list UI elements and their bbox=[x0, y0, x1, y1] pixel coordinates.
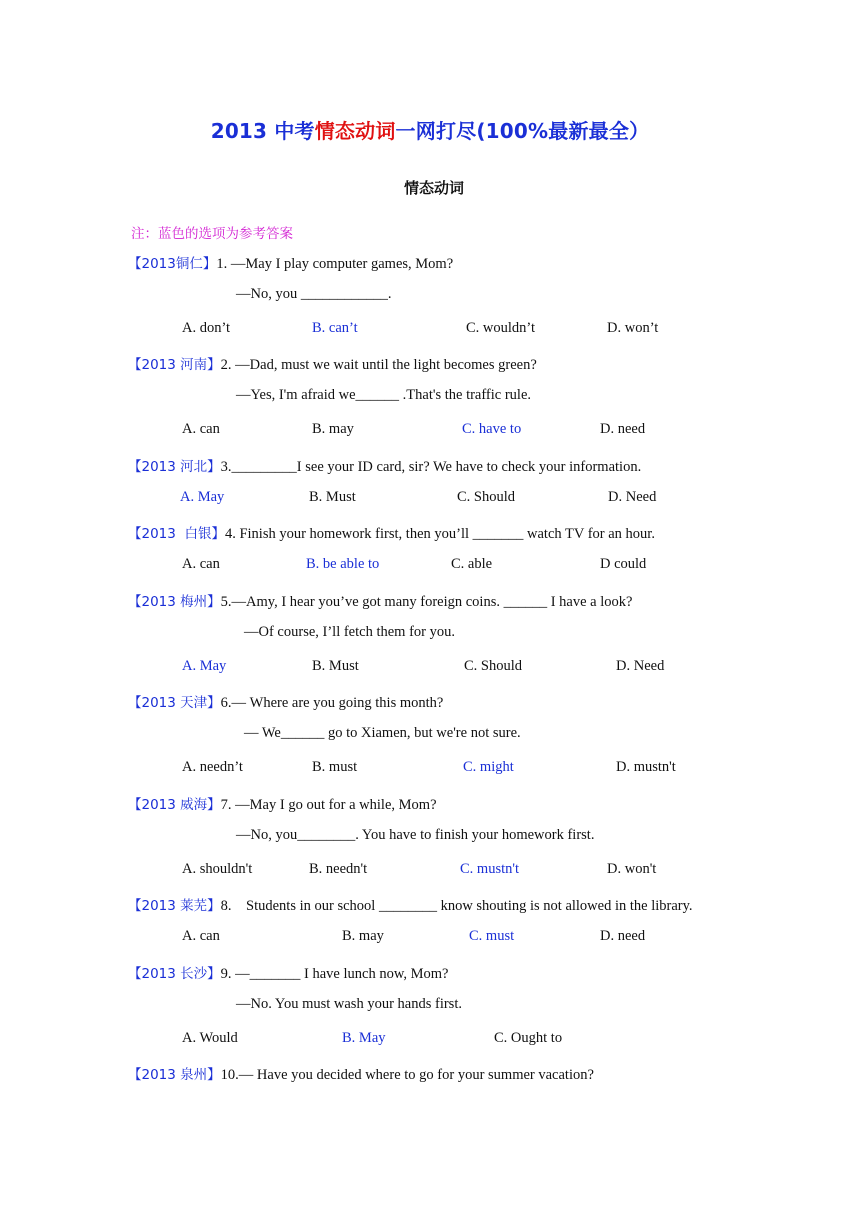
question-text: 3._________I see your ID card, sir? We have to check your information. bbox=[220, 459, 642, 475]
answer-option: C. might bbox=[463, 759, 514, 775]
option: B. must bbox=[312, 759, 358, 775]
question-6 bbox=[128, 691, 443, 712]
option: C. Should bbox=[464, 658, 523, 674]
question-source: 【2013 梅州】 bbox=[128, 594, 221, 610]
question-text: 2. —Dad, must we wait until the light becomes green? bbox=[220, 357, 537, 373]
question-source: 【2013 河北】 bbox=[128, 459, 221, 475]
question-7 bbox=[128, 793, 437, 814]
option: D. Need bbox=[608, 489, 657, 505]
option: A. needn’t bbox=[182, 759, 243, 775]
question-text: 5.—Amy, I hear you’ve got many foreign coins. ______ I have a look? bbox=[220, 594, 633, 610]
option: C. able bbox=[451, 556, 493, 572]
option: D. won’t bbox=[607, 320, 659, 336]
answer-option: B. be able to bbox=[306, 556, 380, 572]
option: C. Should bbox=[457, 489, 516, 505]
option: A. don’t bbox=[182, 320, 231, 336]
answer-option: B. can’t bbox=[312, 320, 358, 336]
option: B. may bbox=[312, 421, 354, 437]
question-text: 10.— Have you decided where to go for your summer vacation? bbox=[220, 1067, 594, 1083]
question-3 bbox=[128, 455, 641, 476]
answer-option: A. May bbox=[182, 658, 227, 674]
answer-option: A. May bbox=[180, 489, 225, 505]
question-text: 7. —May I go out for a while, Mom? bbox=[220, 797, 437, 813]
question-reply: —Of course, I’ll fetch them for you. bbox=[244, 624, 455, 640]
question-source: 【2013 威海】 bbox=[128, 797, 221, 813]
question-text: 8. Students in our school ________ know shouting is not allowed in the library. bbox=[220, 898, 693, 914]
option: A. can bbox=[182, 556, 220, 572]
option: C. wouldn’t bbox=[466, 320, 536, 336]
option: B. Must bbox=[309, 489, 356, 505]
question-source: 【2013 河南】 bbox=[128, 357, 221, 373]
question-source: 【2013铜仁】 bbox=[128, 256, 217, 272]
question-4 bbox=[128, 522, 655, 543]
title-part1: 2013 中考 bbox=[210, 119, 315, 143]
question-text: 6.— Where are you going this month? bbox=[220, 695, 444, 711]
title-part2: 情态动词 bbox=[314, 119, 396, 143]
option: D. need bbox=[600, 928, 646, 944]
section-subtitle: 情态动词 bbox=[403, 179, 464, 197]
question-9 bbox=[128, 962, 448, 983]
answer-option: C. must bbox=[469, 928, 515, 944]
option: D. won't bbox=[607, 861, 657, 877]
option: D. mustn't bbox=[616, 759, 676, 775]
question-source: 【2013 白银】 bbox=[128, 526, 225, 542]
question-reply: —No. You must wash your hands first. bbox=[236, 996, 462, 1012]
page-title bbox=[0, 115, 860, 144]
option: D could bbox=[600, 556, 647, 572]
question-text: 1. —May I play computer games, Mom? bbox=[216, 256, 454, 272]
question-5 bbox=[128, 590, 632, 611]
answer-option: B. May bbox=[342, 1030, 386, 1046]
option: A. can bbox=[182, 928, 220, 944]
question-1 bbox=[128, 252, 453, 273]
question-source: 【2013 长沙】 bbox=[128, 966, 221, 982]
question-source: 【2013 莱芜】 bbox=[128, 898, 221, 914]
option: B. Must bbox=[312, 658, 359, 674]
question-reply: —No, you ____________. bbox=[236, 286, 392, 302]
answer-option: C. mustn't bbox=[460, 861, 520, 877]
question-8 bbox=[128, 894, 693, 915]
title-part3: 一网打尽(100%最新最全） bbox=[395, 119, 650, 143]
answer-note: 注：蓝色的选项为参考答案 bbox=[131, 226, 293, 242]
option: C. Ought to bbox=[494, 1030, 563, 1046]
question-reply: — We______ go to Xiamen, but we're not sure. bbox=[244, 725, 521, 741]
question-reply: —Yes, I'm afraid we______ .That's the traffic rule. bbox=[236, 387, 532, 403]
option: A. can bbox=[182, 421, 220, 437]
question-text: 4. Finish your homework first, then you’ll _______ watch TV for an hour. bbox=[224, 526, 655, 542]
question-2 bbox=[128, 353, 537, 374]
option: D. Need bbox=[616, 658, 665, 674]
question-10 bbox=[128, 1063, 594, 1084]
option: B. needn't bbox=[309, 861, 368, 877]
option: A. Would bbox=[182, 1030, 238, 1046]
option: B. may bbox=[342, 928, 384, 944]
question-source: 【2013 泉州】 bbox=[128, 1067, 221, 1083]
question-source: 【2013 天津】 bbox=[128, 695, 221, 711]
answer-option: C. have to bbox=[462, 421, 522, 437]
option: D. need bbox=[600, 421, 646, 437]
question-text: 9. —_______ I have lunch now, Mom? bbox=[220, 966, 449, 982]
option: A. shouldn't bbox=[182, 861, 253, 877]
question-reply: —No, you________. You have to finish your homework first. bbox=[236, 827, 595, 843]
